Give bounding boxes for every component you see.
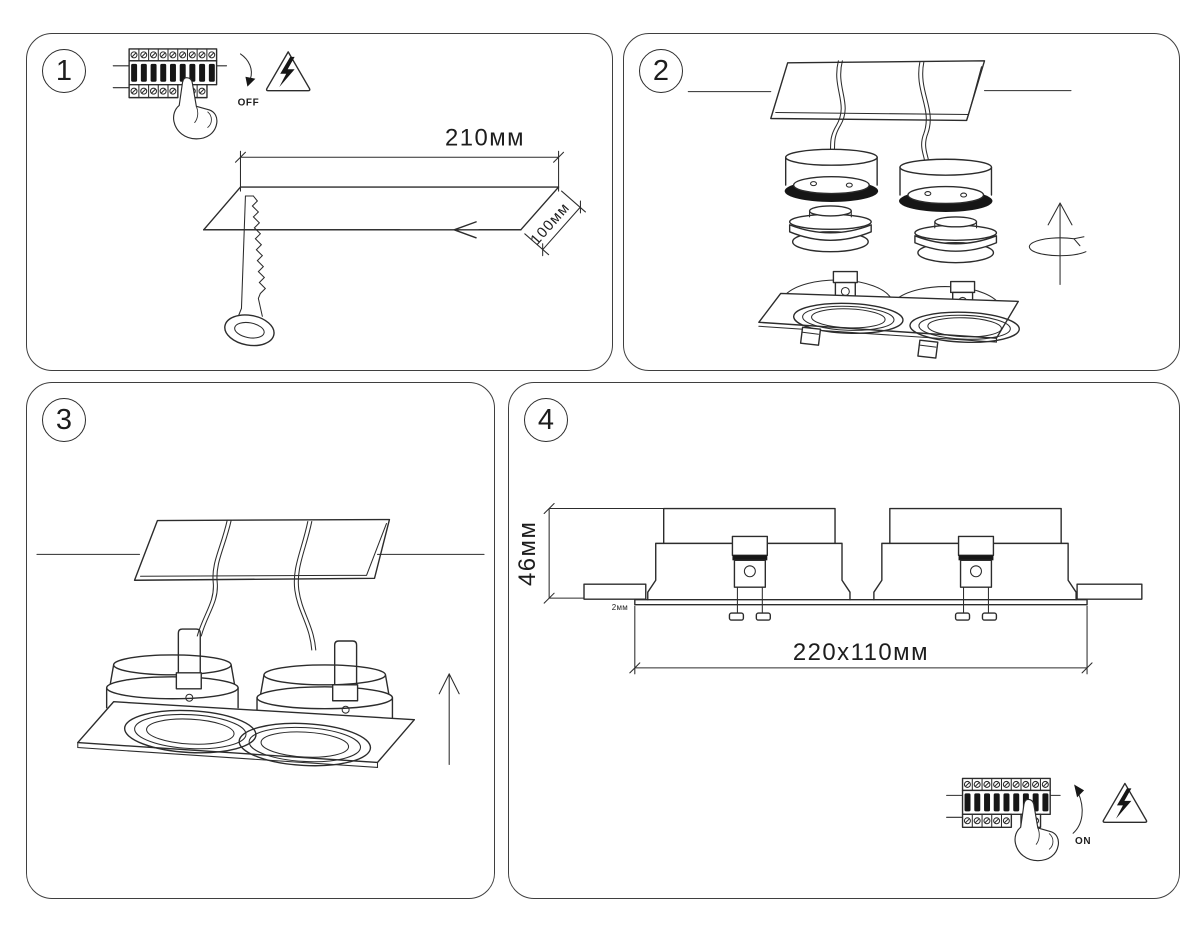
downlight-can-left	[107, 629, 238, 708]
downlight-body-left-icon	[785, 149, 878, 202]
recessed-height-label: 46мм	[514, 520, 542, 587]
switch-on-label: ON	[1075, 836, 1092, 848]
rotate-to-lock-arrow-icon	[1029, 203, 1086, 285]
downlight-can-right	[257, 641, 392, 718]
step-1-number: 1	[55, 54, 73, 87]
step-2-number-badge	[639, 49, 683, 93]
frame-flange-section	[635, 600, 1087, 605]
ceiling-hatch-section-icon	[584, 584, 1142, 599]
ceiling-reference-line	[688, 91, 1071, 92]
step-3-number-badge	[42, 398, 86, 442]
step-4-number-badge	[524, 398, 568, 442]
retaining-ring-left-icon	[790, 206, 872, 252]
supply-wires-icon	[197, 521, 315, 650]
spring-clip-icon	[729, 536, 770, 620]
step-2-number: 2	[652, 54, 670, 87]
step-2-illustration	[624, 34, 1179, 370]
switch-on-arrow-icon	[1073, 784, 1084, 833]
step-4-illustration	[509, 383, 1179, 898]
step-1-panel	[26, 33, 613, 371]
step-1-number-badge	[42, 49, 86, 93]
ceiling-panel-icon	[771, 61, 985, 121]
electric-hazard-triangle-icon	[1103, 783, 1146, 822]
cutout-size-label: 220x110мм	[792, 638, 930, 666]
switch-off-label: OFF	[237, 97, 260, 109]
step-3-panel	[26, 382, 495, 899]
push-up-arrow-icon	[439, 674, 459, 765]
cutout-length-label: 210мм	[444, 124, 526, 152]
mounting-frame-plate	[78, 702, 415, 769]
step-1-illustration	[27, 34, 612, 370]
assembled-double-downlight-icon	[78, 629, 415, 769]
step-3-number: 3	[55, 403, 73, 436]
keyhole-saw-icon	[222, 196, 276, 349]
circuit-breaker-icon	[113, 49, 226, 98]
step-4-panel	[508, 382, 1180, 899]
step-4-number: 4	[537, 403, 555, 436]
cutout-width-label: 100мм	[527, 200, 574, 249]
ceiling-panel-icon	[135, 520, 390, 581]
flange-gap-label: 2мм	[611, 603, 629, 613]
downlight-body-right-icon	[899, 159, 992, 212]
retaining-ring-right-icon	[915, 217, 997, 263]
step-3-illustration	[27, 383, 494, 898]
circuit-breaker-icon	[947, 778, 1061, 827]
mounting-frame-icon	[759, 272, 1020, 358]
step-2-panel	[623, 33, 1180, 371]
ceiling-cutout-outline	[204, 187, 559, 230]
cutout-length-dimension	[236, 151, 564, 191]
switch-off-arrow-icon	[240, 54, 255, 87]
electric-hazard-triangle-icon	[267, 52, 310, 91]
